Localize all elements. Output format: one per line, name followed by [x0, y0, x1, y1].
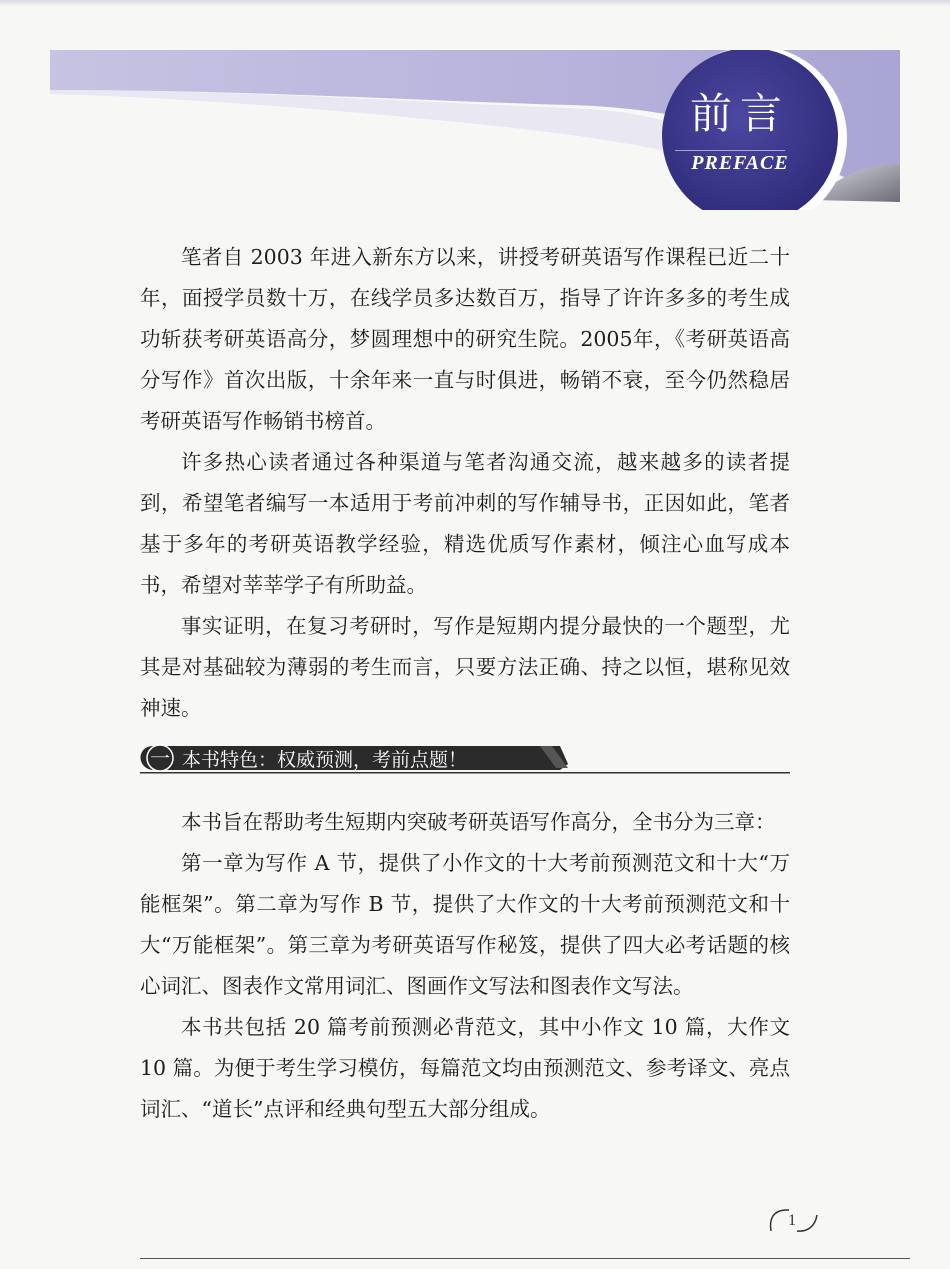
section-paragraph-3: 本书共包括 20 篇考前预测必背范文，其中小作文 10 篇，大作文 10 篇。为便于考生学习模仿，每篇范文均由预测范文、参考译文、亮点词汇、“道长”点评和经典句型五大部分组成。 [140, 1015, 790, 1121]
title-divider [675, 150, 785, 151]
preface-paragraph-1: 笔者自 2003 年进入新东方以来，讲授考研英语写作课程已近二十年，面授学员数十万，在线学员多达数百万，指导了许许多多的考生成功斩获考研英语高分，梦圆理想中的研究生院。2005年，《考研英语高分写作》首次出版，十余年来一直与时俱进，畅销不衰，至今仍然稳居考研英语写作畅销书榜首。 [140, 245, 790, 433]
section-paragraph-2: 第一章为写作 A 节，提供了小作文的十大考前预测范文和十大“万能框架”。第二章为写作 B 节，提供了大作文的十大考前预测范文和十大“万能框架”。第三章为考研英语写作秘笈，提供了四大必考话题的核心词汇、图表作文常用词汇、图画作文写法和图表作文写法。 [140, 851, 790, 998]
page-top-edge [0, 0, 950, 6]
section-number: 一 [150, 746, 170, 770]
preface-paragraph-2: 许多热心读者通过各种渠道与笔者沟通交流，越来越多的读者提到，希望笔者编写一本适用于考前冲刺的写作辅导书，正因如此，笔者基于多年的考研英语教学经验，精选优质写作素材，倾注心血写成本书，希望对莘莘学子有所助益。 [140, 450, 790, 597]
section-title: 本书特色：权威预测，考前点题！ [182, 749, 468, 771]
page-title [655, 88, 825, 175]
section-heading [140, 742, 790, 782]
page-number: 1 [788, 1212, 796, 1229]
section-paragraph-1: 本书旨在帮助考生短期内突破考研英语写作高分，全书分为三章： [181, 810, 776, 834]
preface-body [140, 237, 790, 729]
title-chinese: 前言 [689, 89, 790, 138]
preface-paragraph-3: 事实证明，在复习考研时，写作是短期内提分最快的一个题型，尤其是对基础较为薄弱的考生而言，只要方法正确、持之以恒，堪称见效神速。 [140, 614, 790, 720]
title-english: PREFACE [691, 152, 789, 174]
section-body [140, 802, 790, 1130]
page-bottom-edge [140, 1258, 910, 1259]
